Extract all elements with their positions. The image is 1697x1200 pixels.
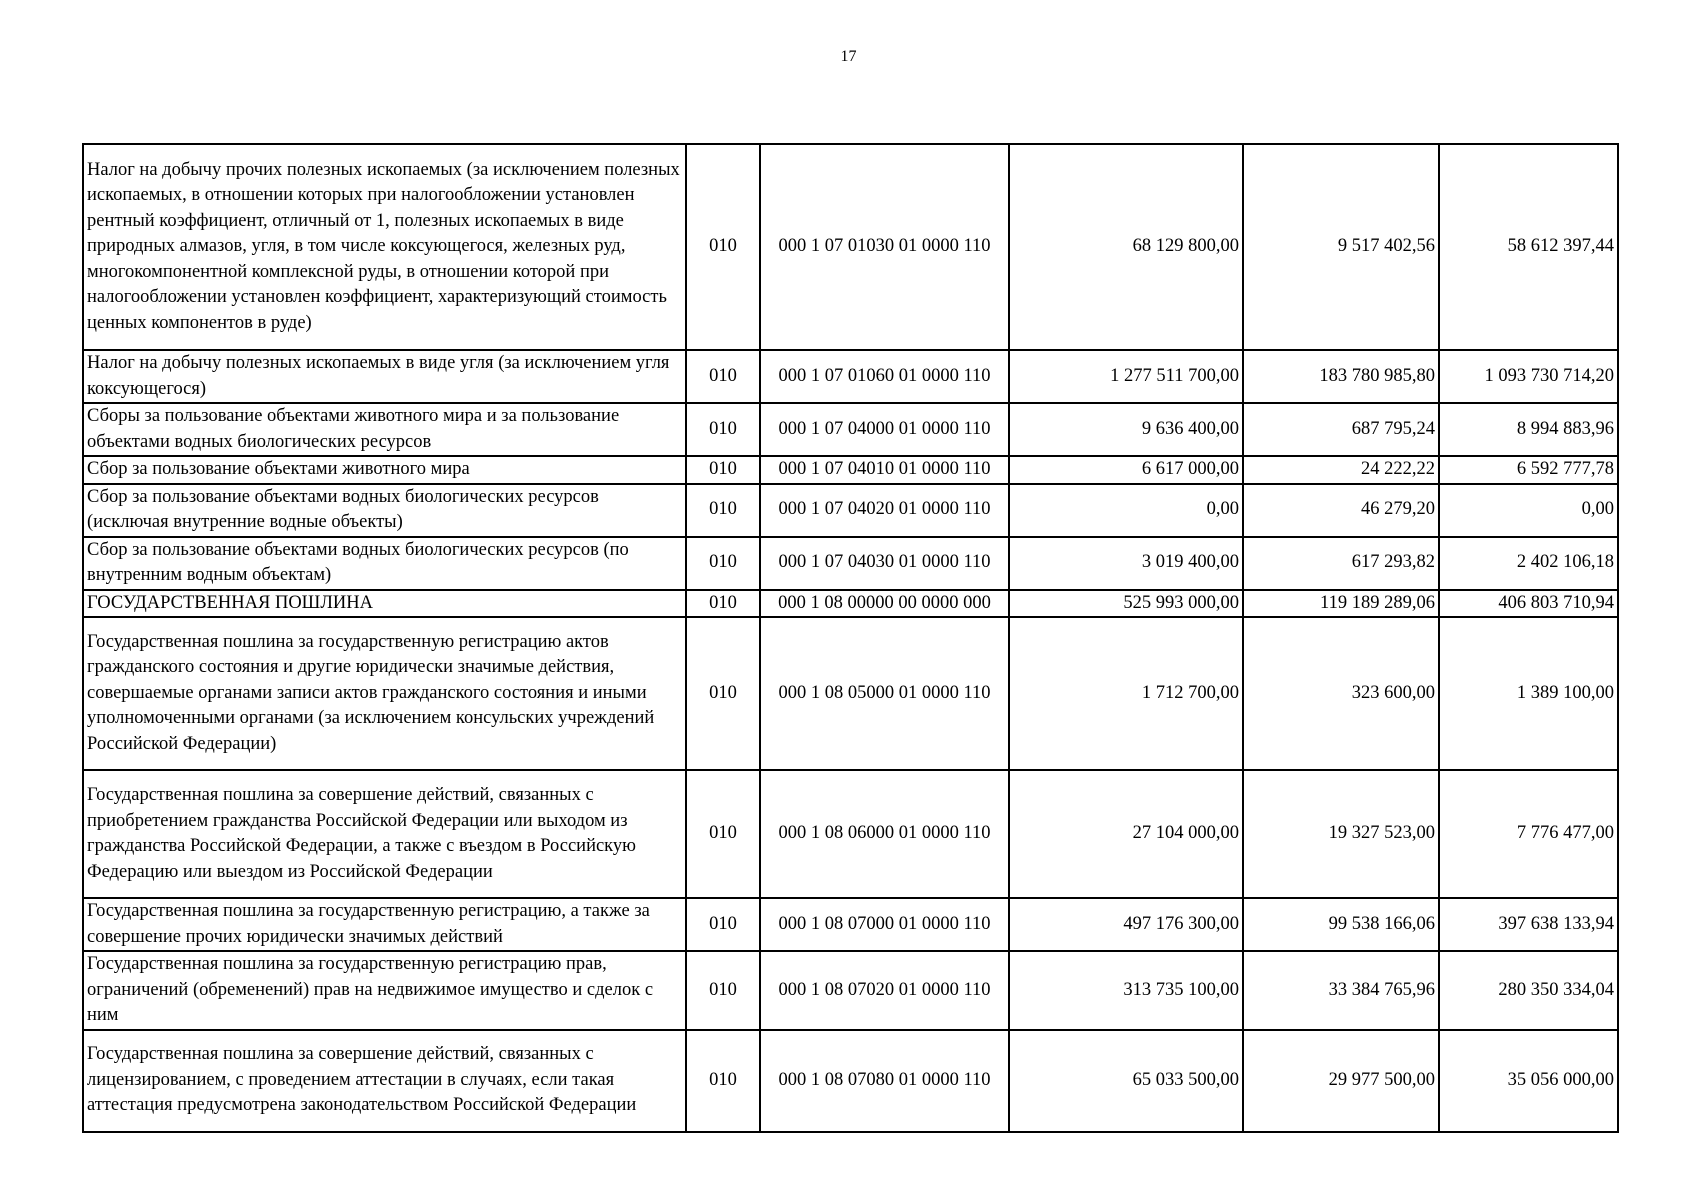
row-name-cell: Государственная пошлина за совершение действий, связанных с приобретением гражданства Российской Федерации или выходом из гражданства Российской Федерации, а также с въездом в Российскую Федерацию или выездом из Российской Федерации (83, 770, 686, 898)
row-classification-code-cell: 000 1 07 01060 01 0000 110 (760, 350, 1009, 403)
row-name-cell: Государственная пошлина за государственную регистрацию прав, ограничений (обременений) прав на недвижимое имущество и сделок с ним (83, 951, 686, 1030)
row-classification-code-cell: 000 1 07 01030 01 0000 110 (760, 144, 1009, 350)
row-approved-cell: 1 277 511 700,00 (1009, 350, 1243, 403)
row-name-cell: Сбор за пользование объектами животного мира (83, 456, 686, 484)
row-approved-cell: 65 033 500,00 (1009, 1030, 1243, 1132)
row-line-code-cell: 010 (686, 350, 760, 403)
row-executed-cell: 24 222,22 (1243, 456, 1439, 484)
row-classification-code-cell: 000 1 07 04000 01 0000 110 (760, 403, 1009, 456)
table-row (83, 1030, 1618, 1132)
row-unexecuted-cell: 6 592 777,78 (1439, 456, 1618, 484)
table-row (83, 770, 1618, 898)
row-line-code-cell: 010 (686, 537, 760, 590)
table-row (83, 144, 1618, 350)
row-executed-cell: 9 517 402,56 (1243, 144, 1439, 350)
row-name-cell: Налог на добычу прочих полезных ископаемых (за исключением полезных ископаемых, в отношении которых при налогообложении установлен рентный коэффициент, отличный от 1, полезных ископаемых в виде природных алмазов, угля, в том числе коксующегося, железных руд, многокомпонентной комплексной руды, в отношении которой при налогообложении установлен коэффициент, характеризующий стоимость ценных компонентов в руде) (83, 144, 686, 350)
row-line-code-cell: 010 (686, 951, 760, 1030)
row-unexecuted-cell: 2 402 106,18 (1439, 537, 1618, 590)
row-executed-cell: 33 384 765,96 (1243, 951, 1439, 1030)
row-classification-code-cell: 000 1 08 07020 01 0000 110 (760, 951, 1009, 1030)
row-executed-cell: 46 279,20 (1243, 484, 1439, 537)
row-unexecuted-cell: 0,00 (1439, 484, 1618, 537)
row-unexecuted-cell: 58 612 397,44 (1439, 144, 1618, 350)
row-line-code-cell: 010 (686, 484, 760, 537)
row-name-cell: ГОСУДАРСТВЕННАЯ ПОШЛИНА (83, 590, 686, 618)
row-classification-code-cell: 000 1 07 04020 01 0000 110 (760, 484, 1009, 537)
row-classification-code-cell: 000 1 08 00000 00 0000 000 (760, 590, 1009, 618)
table-row (83, 617, 1618, 770)
row-classification-code-cell: 000 1 08 07080 01 0000 110 (760, 1030, 1009, 1132)
row-line-code-cell: 010 (686, 590, 760, 618)
row-unexecuted-cell: 8 994 883,96 (1439, 403, 1618, 456)
row-unexecuted-cell: 280 350 334,04 (1439, 951, 1618, 1030)
row-approved-cell: 1 712 700,00 (1009, 617, 1243, 770)
row-approved-cell: 9 636 400,00 (1009, 403, 1243, 456)
table-row (83, 456, 1618, 484)
table-row (83, 537, 1618, 590)
row-executed-cell: 323 600,00 (1243, 617, 1439, 770)
row-name-cell: Сборы за пользование объектами животного мира и за пользование объектами водных биологических ресурсов (83, 403, 686, 456)
row-unexecuted-cell: 1 389 100,00 (1439, 617, 1618, 770)
row-approved-cell: 68 129 800,00 (1009, 144, 1243, 350)
table-row (83, 403, 1618, 456)
row-approved-cell: 27 104 000,00 (1009, 770, 1243, 898)
row-name-cell: Сбор за пользование объектами водных биологических ресурсов (по внутренним водным объектам) (83, 537, 686, 590)
row-unexecuted-cell: 397 638 133,94 (1439, 898, 1618, 951)
row-name-cell: Государственная пошлина за совершение действий, связанных с лицензированием, с проведением аттестации в случаях, если такая аттестация предусмотрена законодательством Российской Федерации (83, 1030, 686, 1132)
row-approved-cell: 525 993 000,00 (1009, 590, 1243, 618)
row-approved-cell: 3 019 400,00 (1009, 537, 1243, 590)
row-unexecuted-cell: 1 093 730 714,20 (1439, 350, 1618, 403)
table-row (83, 350, 1618, 403)
row-executed-cell: 99 538 166,06 (1243, 898, 1439, 951)
row-name-cell: Государственная пошлина за государственную регистрацию, а также за совершение прочих юридически значимых действий (83, 898, 686, 951)
row-line-code-cell: 010 (686, 1030, 760, 1132)
row-approved-cell: 497 176 300,00 (1009, 898, 1243, 951)
row-unexecuted-cell: 35 056 000,00 (1439, 1030, 1618, 1132)
row-line-code-cell: 010 (686, 456, 760, 484)
row-classification-code-cell: 000 1 08 07000 01 0000 110 (760, 898, 1009, 951)
row-executed-cell: 119 189 289,06 (1243, 590, 1439, 618)
table-row (83, 951, 1618, 1030)
table-row (83, 484, 1618, 537)
table-row (83, 898, 1618, 951)
row-executed-cell: 617 293,82 (1243, 537, 1439, 590)
row-classification-code-cell: 000 1 08 05000 01 0000 110 (760, 617, 1009, 770)
row-executed-cell: 183 780 985,80 (1243, 350, 1439, 403)
row-name-cell: Государственная пошлина за государственную регистрацию актов гражданского состояния и другие юридически значимые действия, совершаемые органами записи актов гражданского состояния и иными уполномоченными органами (за исключением консульских учреждений Российской Федерации) (83, 617, 686, 770)
page-number: 17 (840, 48, 857, 65)
row-name-cell: Налог на добычу полезных ископаемых в виде угля (за исключением угля коксующегося) (83, 350, 686, 403)
row-approved-cell: 0,00 (1009, 484, 1243, 537)
row-line-code-cell: 010 (686, 144, 760, 350)
row-unexecuted-cell: 406 803 710,94 (1439, 590, 1618, 618)
row-line-code-cell: 010 (686, 617, 760, 770)
row-approved-cell: 6 617 000,00 (1009, 456, 1243, 484)
row-classification-code-cell: 000 1 08 06000 01 0000 110 (760, 770, 1009, 898)
row-unexecuted-cell: 7 776 477,00 (1439, 770, 1618, 898)
row-executed-cell: 19 327 523,00 (1243, 770, 1439, 898)
row-line-code-cell: 010 (686, 403, 760, 456)
row-executed-cell: 29 977 500,00 (1243, 1030, 1439, 1132)
table-row (83, 590, 1618, 618)
row-line-code-cell: 010 (686, 770, 760, 898)
row-executed-cell: 687 795,24 (1243, 403, 1439, 456)
row-name-cell: Сбор за пользование объектами водных биологических ресурсов (исключая внутренние водные объекты) (83, 484, 686, 537)
row-line-code-cell: 010 (686, 898, 760, 951)
row-classification-code-cell: 000 1 07 04030 01 0000 110 (760, 537, 1009, 590)
row-classification-code-cell: 000 1 07 04010 01 0000 110 (760, 456, 1009, 484)
revenue-table (82, 143, 1619, 1133)
row-approved-cell: 313 735 100,00 (1009, 951, 1243, 1030)
